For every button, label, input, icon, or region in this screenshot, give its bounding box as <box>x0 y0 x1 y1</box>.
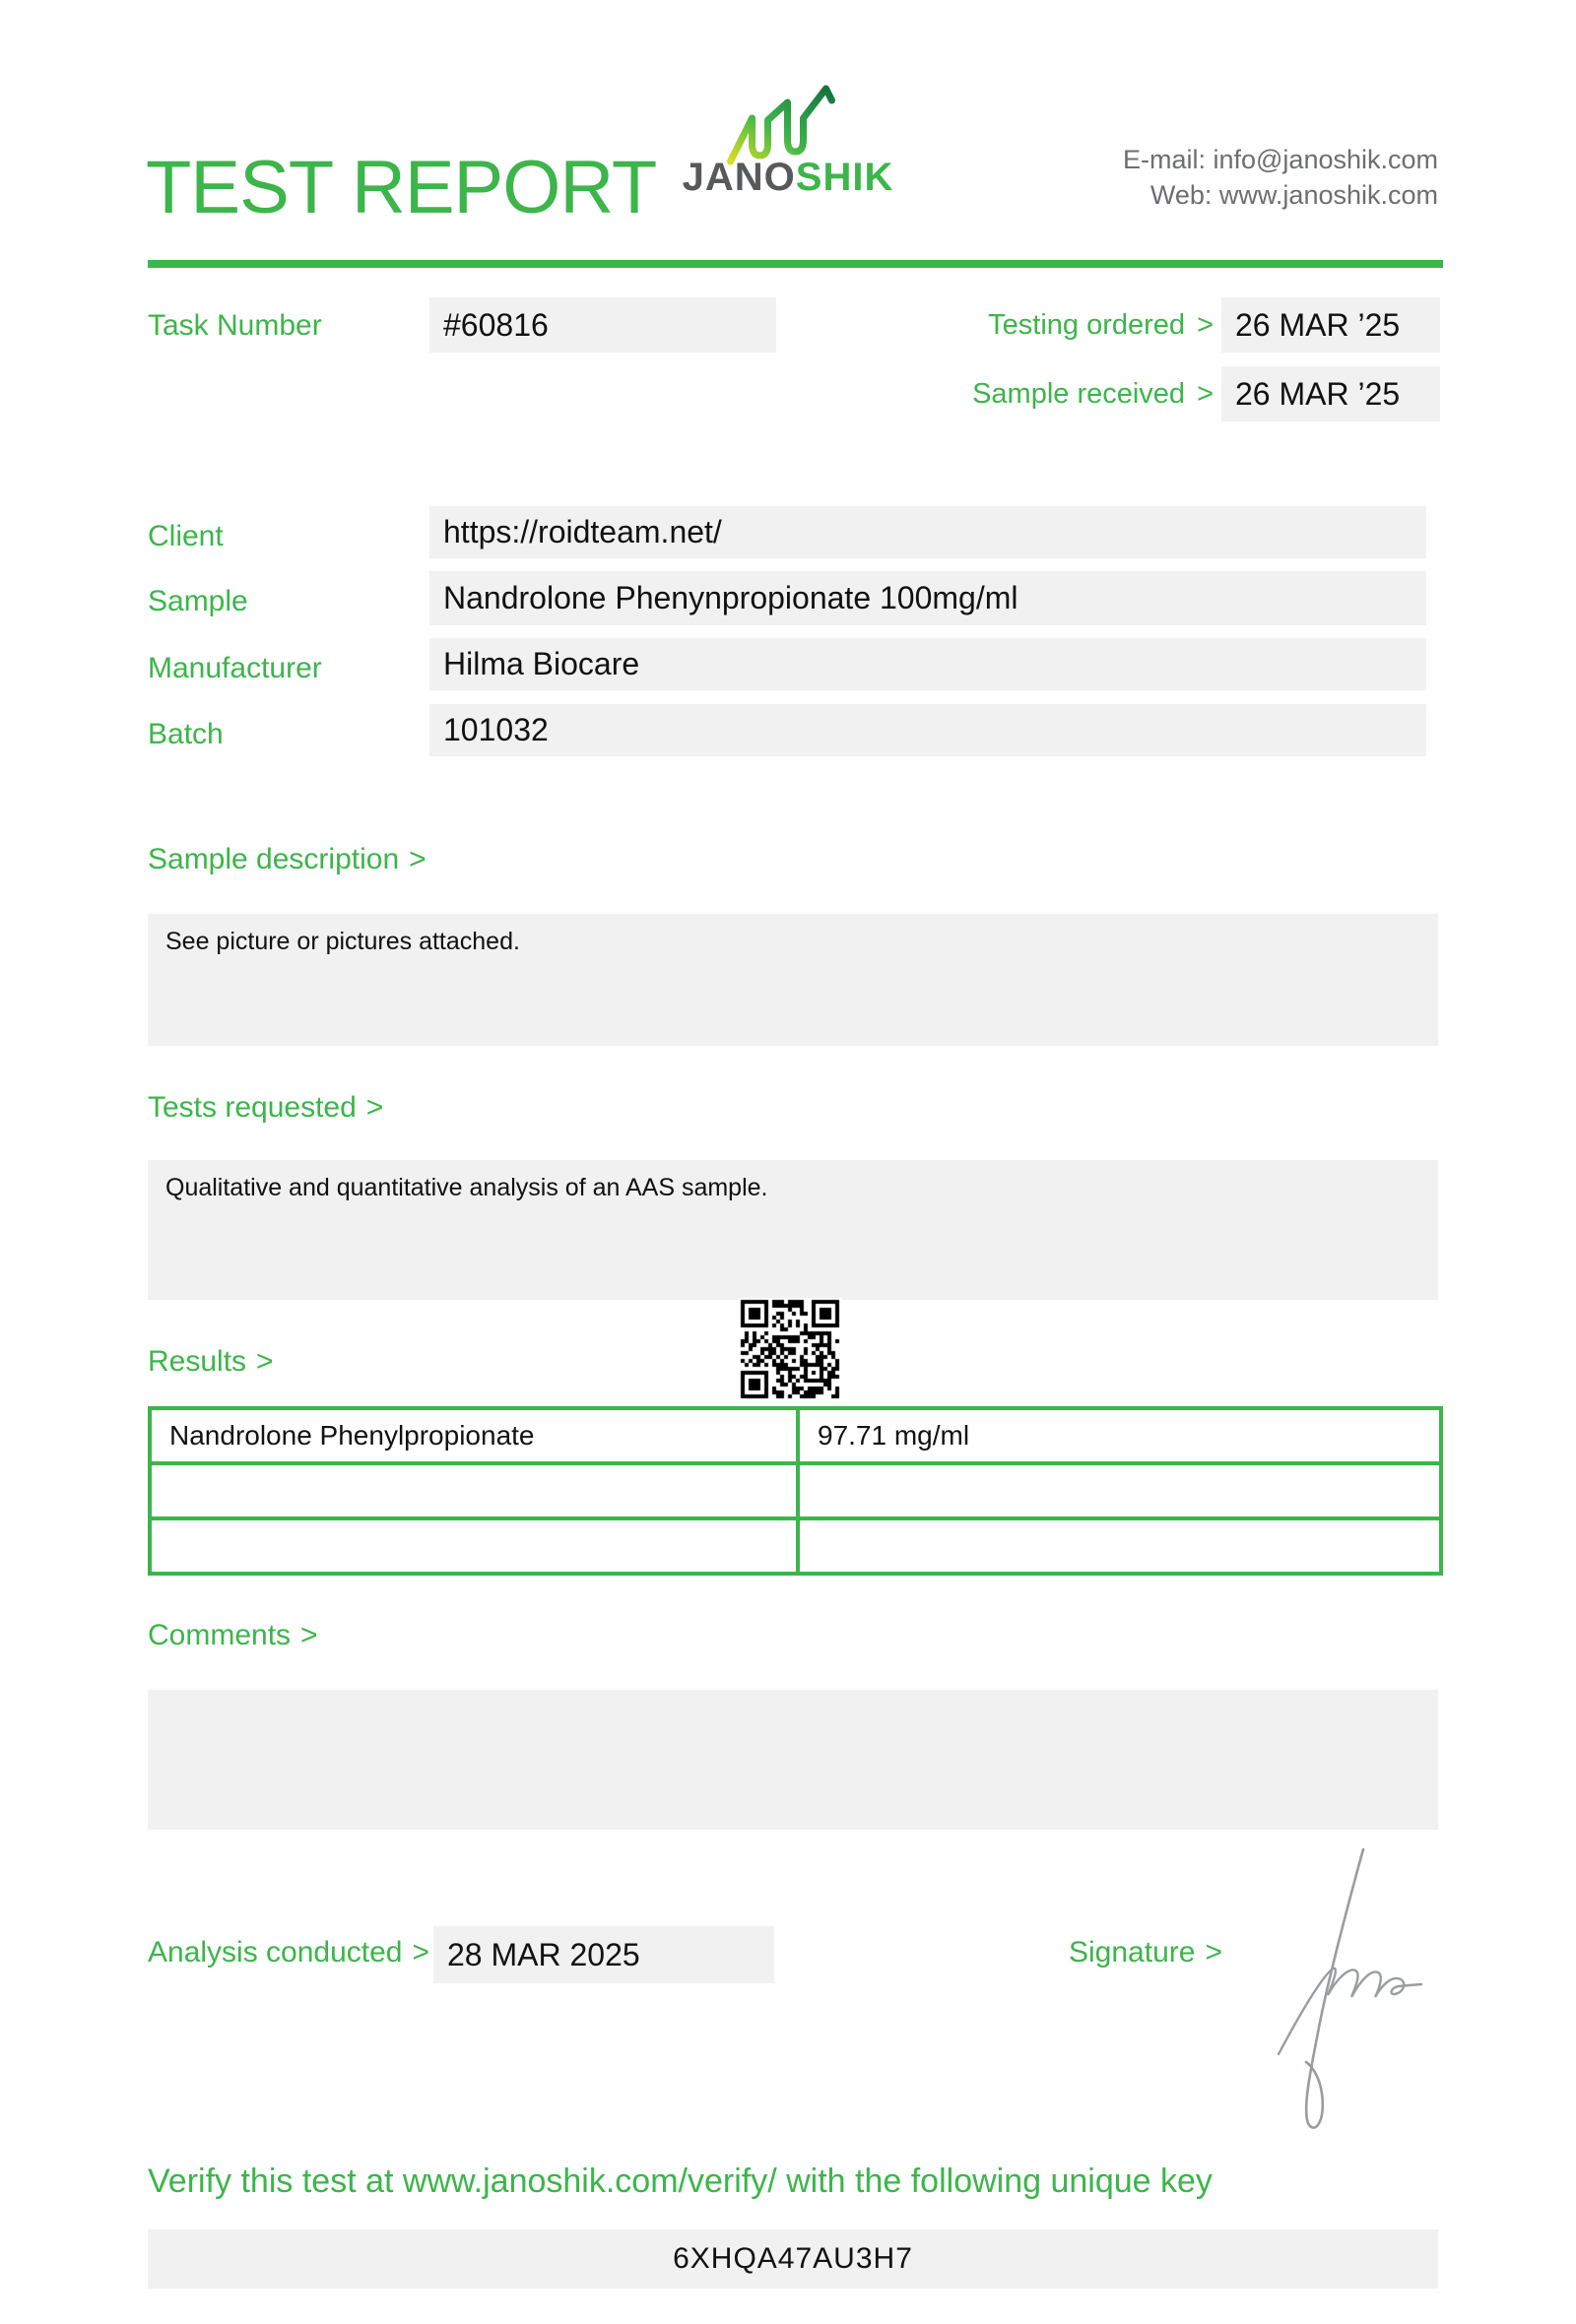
testing-ordered-arrow: > <box>1197 309 1214 341</box>
manufacturer-value: Hilma Biocare <box>429 638 1426 690</box>
testing-ordered-label <box>867 309 1214 342</box>
contact-email-line <box>1005 142 1438 177</box>
analysis-conducted-text: Analysis conducted <box>148 1936 403 1969</box>
results-analyte-cell <box>152 1520 796 1572</box>
sample-received-text: Sample received <box>972 378 1186 410</box>
verify-instruction: Verify this test at www.janoshik.com/verify/ with the following unique key <box>148 2163 1213 2200</box>
results-heading <box>148 1345 274 1378</box>
results-value-cell: 97.71 mg/ml <box>800 1410 1439 1461</box>
analysis-conducted-value: 28 MAR 2025 <box>433 1926 774 1983</box>
sample-received-arrow: > <box>1197 378 1214 410</box>
email-label: E-mail: <box>1122 145 1206 174</box>
sample-description-heading <box>148 843 427 875</box>
web-value: www.janoshik.com <box>1218 180 1438 210</box>
client-value: https://roidteam.net/ <box>429 506 1426 558</box>
testing-ordered-text: Testing ordered <box>988 309 1186 341</box>
results-analyte-cell <box>152 1465 796 1517</box>
comments-heading <box>148 1619 318 1651</box>
tests-requested-heading <box>148 1091 383 1124</box>
results-value-cell <box>800 1465 1439 1517</box>
comments-heading-text: Comments <box>148 1619 292 1651</box>
task-number-value: #60816 <box>429 297 776 353</box>
task-number-label: Task Number <box>148 309 322 342</box>
client-label: Client <box>148 520 224 552</box>
signature-arrow: > <box>1205 1936 1222 1969</box>
comments-box <box>148 1690 1438 1830</box>
manufacturer-label: Manufacturer <box>148 652 322 684</box>
batch-value: 101032 <box>429 704 1426 756</box>
sample-value: Nandrolone Phenynpropionate 100mg/ml <box>429 571 1426 625</box>
analysis-conducted-label <box>148 1936 429 1969</box>
signature-label-text: Signature <box>1069 1936 1196 1969</box>
results-value-cell <box>800 1520 1439 1572</box>
analysis-conducted-arrow: > <box>412 1936 430 1969</box>
contact-block <box>1005 142 1438 213</box>
brand-shik: SHIK <box>795 156 894 199</box>
sample-received-label <box>867 378 1214 411</box>
tests-requested-heading-text: Tests requested <box>148 1091 357 1124</box>
brand-jano: JANO <box>682 156 796 199</box>
brand-wordmark <box>670 156 906 200</box>
header-divider <box>148 260 1443 268</box>
contact-web-line <box>1005 177 1438 213</box>
web-label: Web: <box>1149 180 1213 210</box>
page-title: TEST REPORT <box>146 146 657 229</box>
results-arrow: > <box>256 1345 274 1378</box>
signature-label <box>1069 1936 1222 1969</box>
signature-image <box>1263 1843 1445 2139</box>
email-value: info@janoshik.com <box>1213 145 1438 174</box>
tests-requested-box: Qualitative and quantitative analysis of an AAS sample. <box>148 1160 1438 1300</box>
results-heading-text: Results <box>148 1345 247 1378</box>
sample-label: Sample <box>148 585 248 617</box>
growth-chart-icon <box>722 77 855 167</box>
testing-ordered-value: 26 MAR ’25 <box>1221 297 1440 353</box>
results-analyte-cell: Nandrolone Phenylpropionate <box>152 1410 796 1461</box>
batch-label: Batch <box>148 718 224 750</box>
unique-key: 6XHQA47AU3H7 <box>148 2229 1438 2289</box>
sample-description-heading-text: Sample description <box>148 843 400 875</box>
sample-description-box: See picture or pictures attached. <box>148 914 1438 1046</box>
qr-code <box>739 1298 841 1400</box>
results-table <box>148 1406 1443 1576</box>
tests-requested-arrow: > <box>365 1091 384 1124</box>
comments-arrow: > <box>300 1619 318 1651</box>
sample-description-arrow: > <box>409 843 427 875</box>
sample-received-value: 26 MAR ’25 <box>1221 366 1440 421</box>
